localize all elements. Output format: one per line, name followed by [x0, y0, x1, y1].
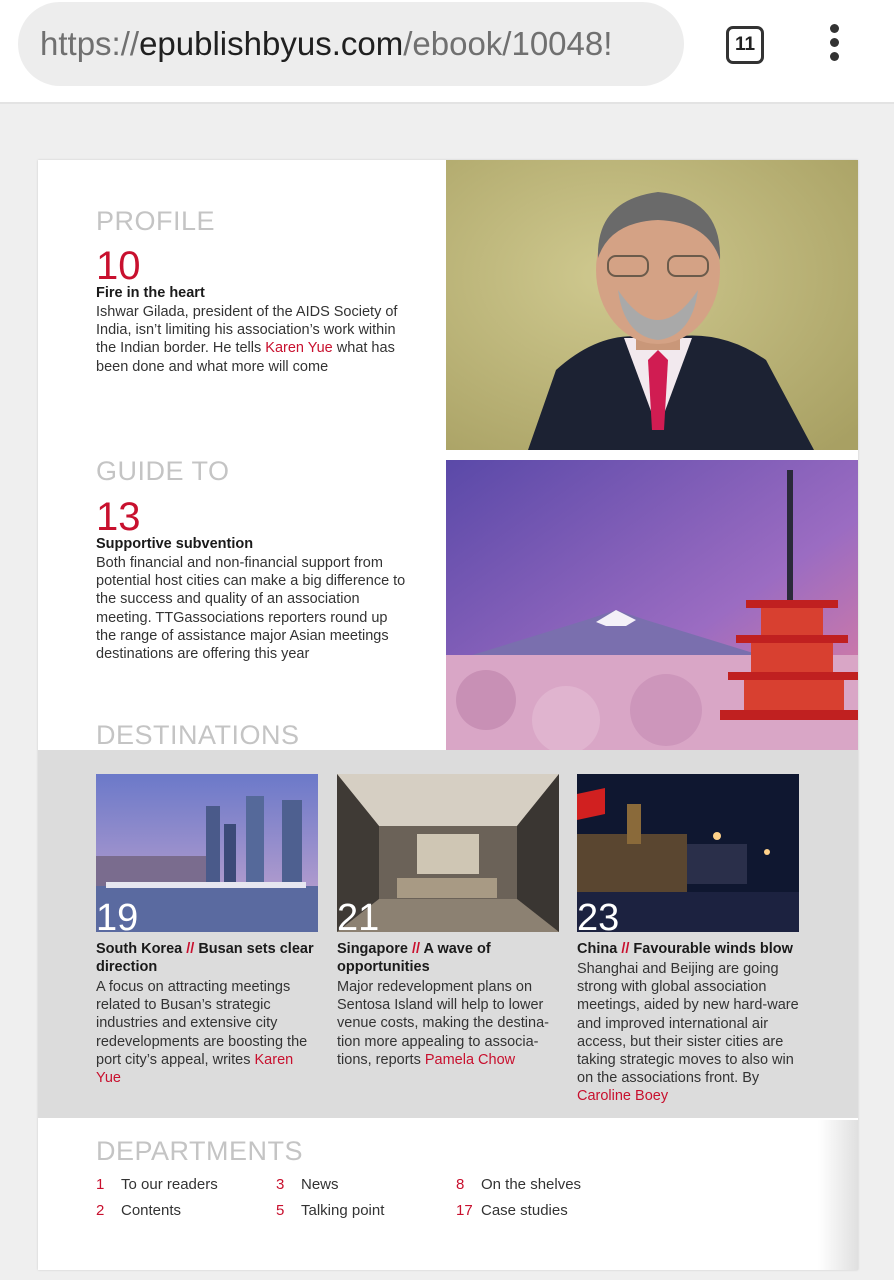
dept-item[interactable] — [276, 1172, 384, 1198]
dept-label: Case studies — [481, 1202, 568, 1219]
busan-title — [96, 940, 318, 976]
china-body — [577, 960, 799, 1106]
dept-item[interactable] — [276, 1198, 384, 1224]
destinations-band — [38, 750, 858, 1118]
busan-headline: Busan sets clear direction — [96, 941, 314, 976]
sentosa-title — [337, 940, 559, 976]
tab-switcher-button[interactable]: 11 — [726, 26, 764, 64]
portrait-photo — [446, 160, 858, 450]
china-headline: Favourable winds blow — [633, 941, 793, 957]
dept-label: Contents — [121, 1202, 182, 1219]
profile-body-text: Ishwar Gilada, president of the AIDS Society of India, isn’t limiting his association’s work within the Indian border. He tells — [96, 304, 398, 357]
sentosa-author: Pamela Chow — [424, 1051, 516, 1068]
dept-item[interactable] — [456, 1172, 581, 1198]
busan-photo[interactable] — [96, 774, 318, 932]
china-body-text: Shanghai and Beijing are going strong with global association meetings, aided by new hard-ware and improved international air access, but their sister cities are taking strategic moves to also win on the associations front. By — [577, 961, 799, 1087]
sentosa-venue-photo[interactable] — [337, 774, 559, 932]
url-bar[interactable] — [18, 2, 684, 86]
departments-col-1 — [96, 1172, 218, 1224]
magazine-page — [38, 160, 858, 1270]
destinations-heading: DESTINATIONS — [96, 720, 300, 750]
dept-label: On the shelves — [481, 1176, 582, 1193]
departments-col-2 — [276, 1172, 384, 1224]
mount-fuji-pagoda-photo — [446, 460, 858, 750]
sentosa-headline: A wave of opportunities — [337, 941, 491, 976]
dept-item[interactable] — [96, 1172, 218, 1198]
china-separator: // — [621, 941, 630, 957]
dept-num: 8 — [456, 1176, 465, 1193]
profile-heading: PROFILE — [96, 206, 216, 236]
sentosa-body — [337, 978, 559, 1069]
china-author: Caroline Boey — [577, 1088, 669, 1105]
departments-heading: DEPARTMENTS — [96, 1136, 304, 1166]
profile-page-number: 10 — [96, 244, 141, 288]
dept-label: Talking point — [301, 1202, 385, 1219]
guide-heading: GUIDE TO — [96, 456, 230, 486]
profile-body — [96, 303, 416, 376]
shanghai-photo[interactable] — [577, 774, 799, 932]
guide-page-number: 13 — [96, 495, 141, 539]
sentosa-separator: // — [411, 941, 420, 957]
busan-body-text: A focus on attracting meetings related to Busan’s strategic industries and extensive city redevelopments are boosting the port city’s appeal, writes — [96, 979, 308, 1068]
dept-num: 1 — [96, 1176, 105, 1193]
dept-label: News — [301, 1176, 339, 1193]
busan-body — [96, 978, 318, 1087]
dept-num: 3 — [276, 1176, 285, 1193]
profile-title: Fire in the heart — [96, 285, 205, 301]
sentosa-page-number: 21 — [337, 897, 380, 932]
url-scheme: https:// — [40, 25, 140, 62]
china-title — [577, 940, 799, 958]
page-curl — [818, 1120, 858, 1270]
sentosa-body-text: Major redevelopment plans on Sentosa Island will help to lower venue costs, making the destina-tion more appealing to associa-tions, reports — [337, 979, 549, 1068]
departments-col-3 — [456, 1172, 581, 1224]
profile-body-end: what has been done and what more will come — [96, 340, 395, 375]
dept-item[interactable] — [456, 1198, 581, 1224]
browser-toolbar — [0, 0, 894, 104]
busan-country: South Korea — [96, 941, 183, 957]
busan-separator: // — [186, 941, 195, 957]
busan-author: Karen Yue — [96, 1051, 294, 1087]
guide-title: Supportive subvention — [96, 536, 254, 552]
dept-num: 17 — [456, 1202, 473, 1219]
url-host: epublishbyus.com — [139, 25, 404, 62]
dept-num: 2 — [96, 1202, 105, 1219]
dept-item[interactable] — [96, 1198, 218, 1224]
profile-author: Karen Yue — [265, 340, 333, 357]
shanghai-page-number: 23 — [577, 897, 620, 932]
overflow-menu-icon[interactable] — [824, 24, 844, 68]
guide-body: Both financial and non-financial support from potential host cities can make a big difference to the success and quality of an association meeting. TTGassociations reporters round up the range of assistance major Asian meetings destinations are offering this year — [96, 555, 406, 663]
dept-num: 5 — [276, 1202, 285, 1219]
dept-label: To our readers — [121, 1176, 218, 1193]
china-country: China — [577, 941, 618, 957]
busan-page-number: 19 — [96, 897, 139, 932]
url-path: /ebook/10048! — [403, 25, 613, 62]
sentosa-country: Singapore — [337, 941, 408, 957]
